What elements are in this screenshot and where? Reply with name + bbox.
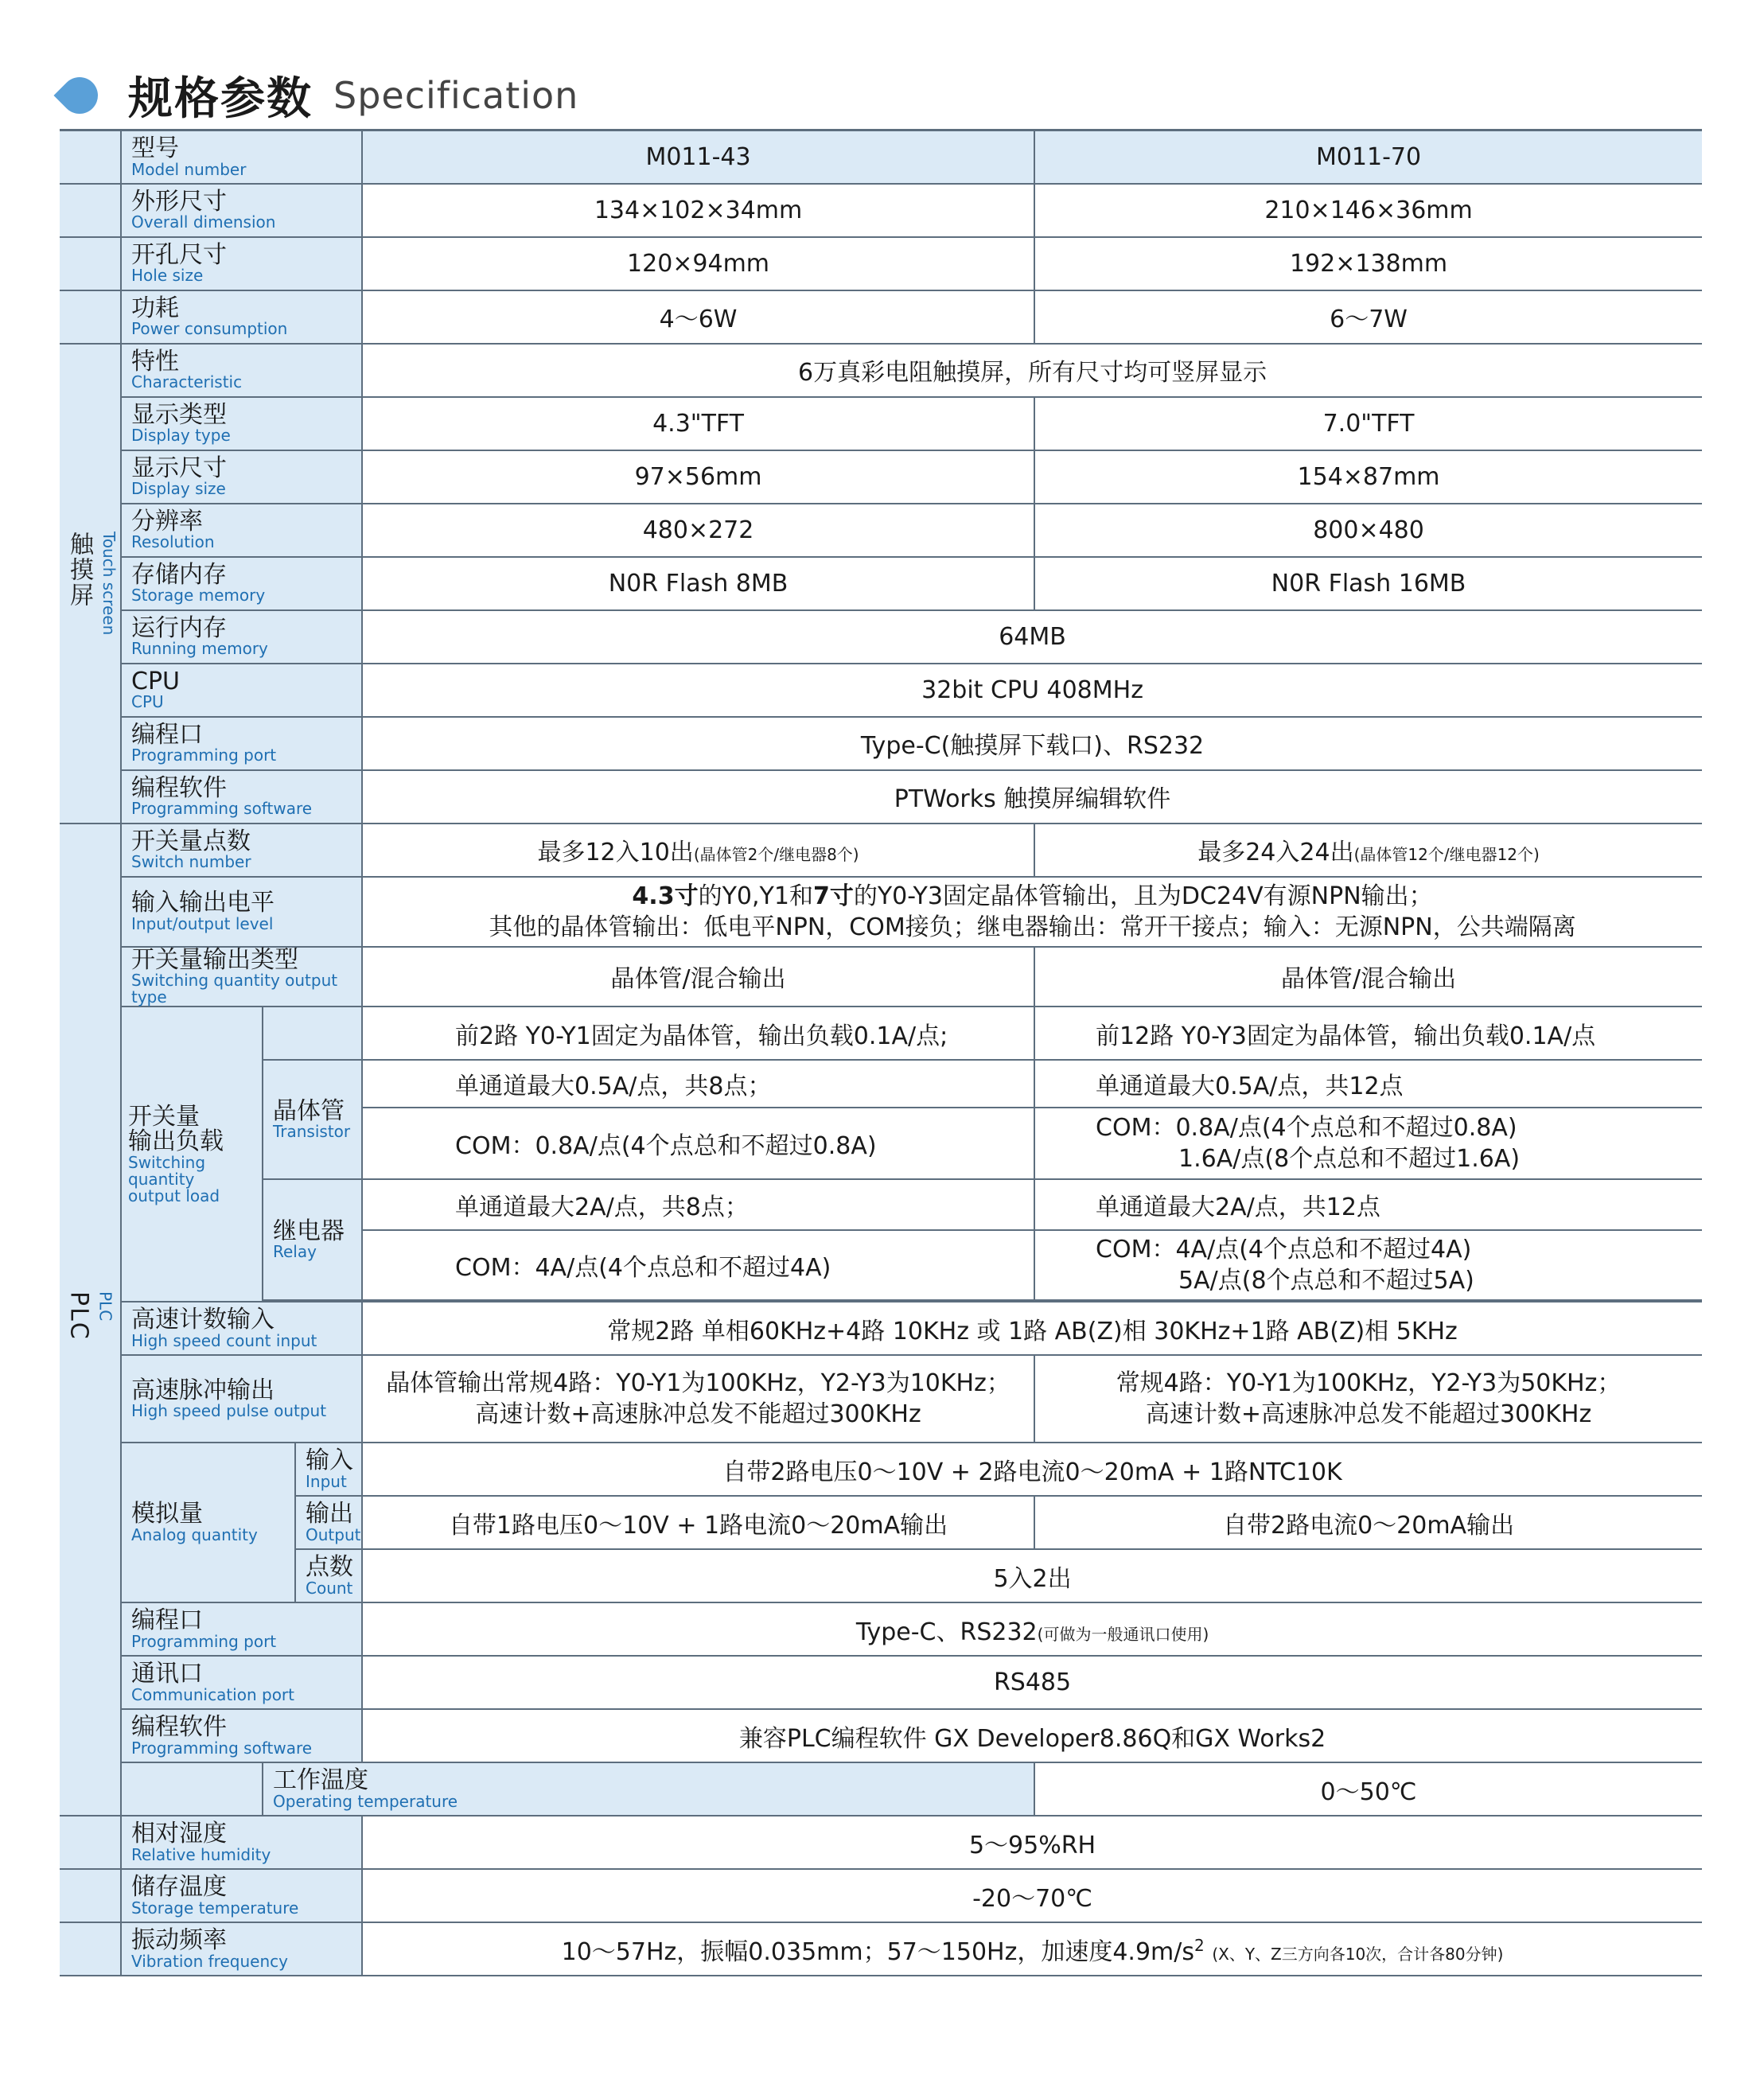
label-analog-output: 输出 Output (295, 1496, 362, 1549)
drop-bullet-icon (53, 69, 105, 121)
switch-number-b: 最多24入24出(晶体管12个/继电器12个) (1034, 824, 1702, 877)
row-cpu (60, 664, 1702, 717)
label-prog-sw-plc: 编程软件 Programming software (121, 1709, 362, 1762)
analog-output-a: 自带1路电压0～10V + 1路电流0～20mA输出 (362, 1496, 1034, 1549)
row-io-level (60, 877, 1702, 947)
storage-a: N0R Flash 8MB (362, 557, 1034, 610)
side-blank (60, 1816, 121, 1869)
dimension-b: 210×146×36mm (1034, 184, 1702, 237)
characteristic-value: 6万真彩电阻触摸屏，所有尺寸均可竖屏显示 (362, 344, 1702, 397)
row-hole (60, 237, 1702, 290)
row-characteristic (60, 344, 1702, 397)
row-analog-output (60, 1496, 1702, 1549)
model-a: M011-43 (362, 130, 1034, 184)
storage-temp-value: -20～70℃ (362, 1869, 1702, 1922)
label-vibration: 振动频率 Vibration frequency (121, 1922, 362, 1976)
spec-table (60, 129, 1702, 1976)
label-output-load: 开关量 输出负载 Switching quantity output load (121, 1007, 263, 1302)
row-display-size (60, 450, 1702, 504)
cpu-value: 32bit CPU 408MHz (362, 664, 1702, 717)
load-blank (263, 1007, 362, 1060)
prog-port-plc-value: Type-C、RS232(可做为一般通讯口使用) (362, 1602, 1702, 1656)
label-op-temp: 工作温度 Operating temperature (263, 1762, 1034, 1816)
transistor-channel-b: 单通道最大0.5A/点，共12点 (1034, 1060, 1702, 1108)
label-resolution: 分辨率 Resolution (121, 504, 362, 557)
io-level-line2: 其他的晶体管输出：低电平NPN，COM接负；继电器输出：常开干接点；输入：无源NPN，公共端隔离 (489, 913, 1576, 941)
label-storage-temp: 储存温度 Storage temperature (121, 1869, 362, 1922)
group-plc-cn: PLC (64, 1291, 93, 1341)
label-storage: 存储内存 Storage memory (121, 557, 362, 610)
section-header (60, 56, 578, 135)
analog-output-b: 自带2路电流0～20mA输出 (1034, 1496, 1702, 1549)
display-type-b: 7.0"TFT (1034, 397, 1702, 450)
row-relay-channel (60, 1179, 1702, 1230)
row-prog-port-plc (60, 1602, 1702, 1656)
row-power (60, 290, 1702, 344)
relay-com-a: COM：4A/点(4个点总和不超过4A) (362, 1230, 1034, 1300)
storage-b: N0R Flash 16MB (1034, 557, 1702, 610)
label-cpu: CPU CPU (121, 664, 362, 717)
label-display-type: 显示类型 Display type (121, 397, 362, 450)
prog-sw-plc-value: 兼容PLC编程软件 GX Developer8.86Q和GX Works2 (362, 1709, 1702, 1762)
hs-pulse-b: 常规4路：Y0-Y1为100KHz，Y2-Y3为50KHz； 高速计数+高速脉冲总发不能超过300KHz (1034, 1355, 1702, 1443)
row-transistor-channel (60, 1060, 1702, 1108)
group-plc (60, 824, 121, 1816)
group-touch-cn: 触摸屏 (65, 531, 93, 608)
side-blank (60, 184, 121, 237)
comm-port-value: RS485 (362, 1656, 1702, 1709)
transistor-com-a: COM：0.8A/点(4个点总和不超过0.8A) (362, 1108, 1034, 1179)
display-size-b: 154×87mm (1034, 450, 1702, 504)
row-vibration (60, 1922, 1702, 1976)
running-memory-value: 64MB (362, 610, 1702, 664)
relay-channel-b: 单通道最大2A/点，共12点 (1034, 1179, 1702, 1230)
label-prog-port-ts: 编程口 Programming port (121, 717, 362, 770)
transistor-com-b: COM：0.8A/点(4个点总和不超过0.8A) 1.6A/点(8个点总和不超过1.6A) (1034, 1108, 1702, 1179)
row-running-memory (60, 610, 1702, 664)
label-power: 功耗 Power consumption (121, 290, 362, 344)
group-touch-screen (60, 344, 121, 824)
side-blank (60, 1869, 121, 1922)
vibration-value: 10～57Hz，振幅0.035mm；57～150Hz，加速度$4.9m/s^2$ (X、Y、Z三方向各10次，合计各80分钟) (362, 1922, 1702, 1976)
row-storage-temp (60, 1869, 1702, 1922)
io-level-value (362, 877, 1702, 947)
label-io-level: 输入输出电平 Input/output level (121, 877, 362, 947)
hole-b: 192×138mm (1034, 237, 1702, 290)
dimension-a: 134×102×34mm (362, 184, 1034, 237)
group-touch-en: Touch screen (99, 531, 119, 636)
label-transistor: 晶体管 Transistor (263, 1060, 362, 1179)
label-running-memory: 运行内存 Running memory (121, 610, 362, 664)
hole-a: 120×94mm (362, 237, 1034, 290)
analog-count-value: 5入2出 (362, 1549, 1702, 1602)
row-prog-sw-ts (60, 770, 1702, 824)
label-prog-sw-ts: 编程软件 Programming software (121, 770, 362, 824)
hs-pulse-a: 晶体管输出常规4路：Y0-Y1为100KHz，Y2-Y3为10KHz； 高速计数+高速脉冲总发不能超过300KHz (362, 1355, 1034, 1443)
prog-sw-ts-value: PTWorks 触摸屏编辑软件 (362, 770, 1702, 824)
label-comm-port: 通讯口 Communication port (121, 1656, 362, 1709)
row-display-type (60, 397, 1702, 450)
label-prog-port-plc: 编程口 Programming port (121, 1602, 362, 1656)
title-cn: 规格参数 (128, 73, 313, 125)
row-dimension (60, 184, 1702, 237)
power-a: 4～6W (362, 290, 1034, 344)
resolution-a: 480×272 (362, 504, 1034, 557)
power-b: 6～7W (1034, 290, 1702, 344)
label-display-size: 显示尺寸 Display size (121, 450, 362, 504)
side-blank (60, 1922, 121, 1976)
relay-com-b: COM：4A/点(4个点总和不超过4A) 5A/点(8个点总和不超过5A) (1034, 1230, 1702, 1300)
label-hs-pulse: 高速脉冲输出 High speed pulse output (121, 1355, 362, 1443)
label-humidity: 相对湿度 Relative humidity (121, 1816, 362, 1869)
row-output-type (60, 947, 1702, 1007)
side-blank (121, 1762, 263, 1816)
row-model (60, 130, 1702, 184)
io-level-line1: 4.3寸的Y0,Y1和7寸的Y0-Y3固定晶体管输出，且为DC24V有源NPN输出； (632, 882, 1433, 910)
label-hole: 开孔尺寸 Hole size (121, 237, 362, 290)
hs-count-value: 常规2路 单相60KHz+4路 10KHz 或 1路 AB(Z)相 30KHz+1路 AB(Z)相 5KHz (362, 1302, 1702, 1355)
row-op-temp (60, 1762, 1702, 1816)
label-dimension: 外形尺寸 Overall dimension (121, 184, 362, 237)
side-blank (60, 130, 121, 184)
humidity-value: 5～95%RH (362, 1816, 1702, 1869)
switch-number-a: 最多12入10出(晶体管2个/继电器8个) (362, 824, 1034, 877)
display-size-a: 97×56mm (362, 450, 1034, 504)
output-type-b: 晶体管/混合输出 (1034, 947, 1702, 1007)
output-type-a: 晶体管/混合输出 (362, 947, 1034, 1007)
group-plc-en: PLC (95, 1291, 115, 1322)
prog-port-ts-value: Type-C(触摸屏下载口)、RS232 (362, 717, 1702, 770)
row-prog-sw-plc (60, 1709, 1702, 1762)
resolution-b: 800×480 (1034, 504, 1702, 557)
display-type-a: 4.3"TFT (362, 397, 1034, 450)
label-analog-count: 点数 Count (295, 1549, 362, 1602)
row-analog-input (60, 1443, 1702, 1496)
side-blank (60, 290, 121, 344)
row-resolution (60, 504, 1702, 557)
label-characteristic: 特性 Characteristic (121, 344, 362, 397)
label-analog-input: 输入 Input (295, 1443, 362, 1496)
analog-input-value: 自带2路电压0～10V + 2路电流0～20mA + 1路NTC10K (362, 1443, 1702, 1496)
side-blank (60, 237, 121, 290)
label-output-type: 开关量输出类型 Switching quantity output type (121, 947, 362, 1007)
row-switch-number (60, 824, 1702, 877)
row-humidity (60, 1816, 1702, 1869)
model-b: M011-70 (1034, 130, 1702, 184)
load-fixed-b: 前12路 Y0-Y3固定为晶体管，输出负载0.1A/点 (1034, 1007, 1702, 1060)
label-hs-count: 高速计数输入 High speed count input (121, 1302, 362, 1355)
row-analog-count (60, 1549, 1702, 1602)
label-switch-number: 开关量点数 Switch number (121, 824, 362, 877)
title-en: Specification (333, 74, 579, 117)
label-analog: 模拟量 Analog quantity (121, 1443, 295, 1602)
row-hs-pulse (60, 1355, 1702, 1443)
row-prog-port-ts (60, 717, 1702, 770)
op-temp-value: 0～50℃ (1034, 1762, 1702, 1816)
label-relay: 继电器 Relay (263, 1179, 362, 1300)
row-load-fixed (60, 1007, 1702, 1060)
transistor-channel-a: 单通道最大0.5A/点，共8点； (362, 1060, 1034, 1108)
label-model: 型号 Model number (121, 130, 362, 184)
load-fixed-a: 前2路 Y0-Y1固定为晶体管，输出负载0.1A/点; (362, 1007, 1034, 1060)
relay-channel-a: 单通道最大2A/点，共8点； (362, 1179, 1034, 1230)
row-storage (60, 557, 1702, 610)
row-comm-port (60, 1656, 1702, 1709)
row-hs-count (60, 1302, 1702, 1355)
